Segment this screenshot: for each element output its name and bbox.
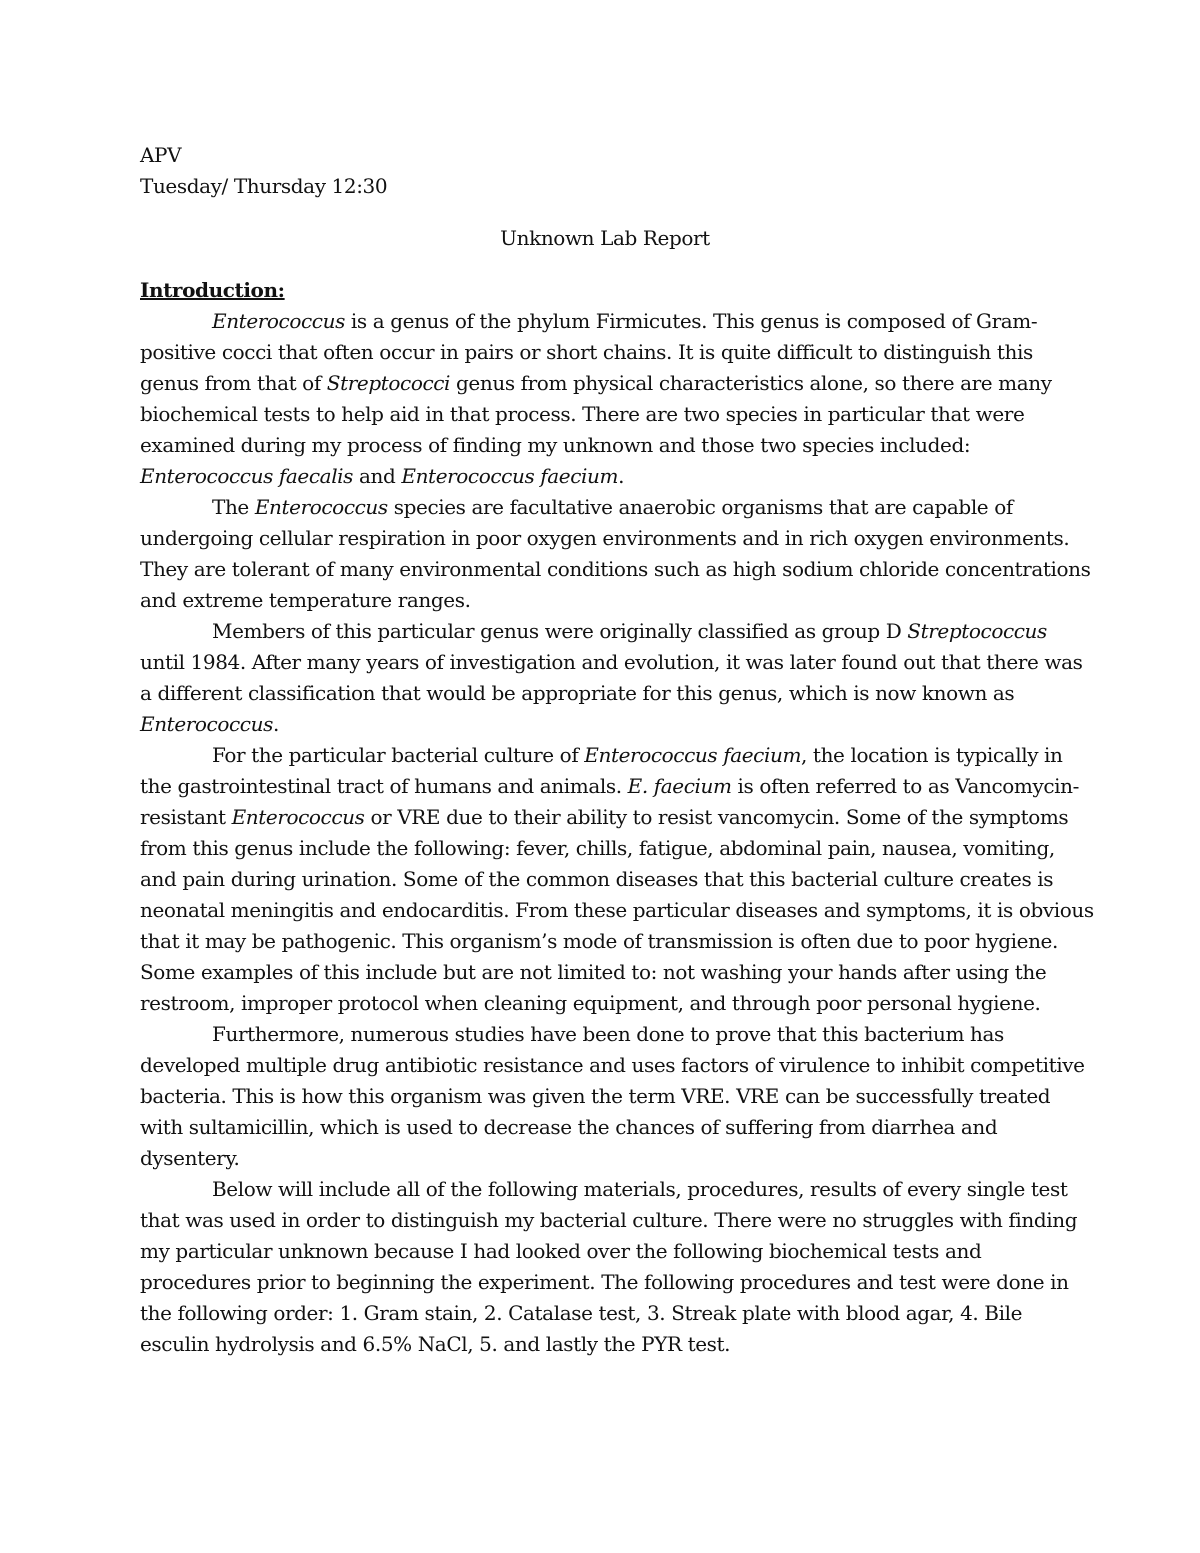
text-run: . xyxy=(618,464,625,488)
text-line xyxy=(140,895,1094,926)
italic-term: Enterococcus xyxy=(212,309,345,333)
italic-term: Streptococci xyxy=(326,371,451,395)
text-run: and extreme temperature ranges. xyxy=(140,588,471,612)
text-line xyxy=(140,1143,1070,1174)
text-line xyxy=(140,988,1070,1019)
text-run: Furthermore, numerous studies have been done to prove that this bacterium has xyxy=(212,1022,1004,1046)
text-run: resistant xyxy=(140,805,232,829)
text-run: biochemical tests to help aid in that process. There are two species in particular that were xyxy=(140,402,1025,426)
text-line xyxy=(140,1298,1070,1329)
text-line xyxy=(140,740,1070,771)
text-line xyxy=(140,1329,1070,1360)
italic-term: Enterococcus xyxy=(254,495,388,519)
italic-term: Enterococcus xyxy=(231,805,365,829)
text-run: species are facultative anaerobic organisms that are capable of xyxy=(387,495,1013,519)
text-run: positive cocci that often occur in pairs or short chains. It is quite difficult to distinguish this xyxy=(140,340,1033,364)
text-run: is a genus of the phylum Firmicutes. This genus is composed of Gram- xyxy=(344,309,1038,333)
text-run: For the particular bacterial culture of xyxy=(212,743,585,767)
text-run: Below will include all of the following materials, procedures, results of every single test xyxy=(212,1177,1068,1201)
text-line xyxy=(140,1081,1070,1112)
text-line xyxy=(140,1050,1085,1081)
text-run: my particular unknown because I had looked over the following biochemical tests and xyxy=(140,1239,982,1263)
text-run: Members of this particular genus were originally classified as group D xyxy=(212,619,908,643)
text-run: They are tolerant of many environmental conditions such as high sodium chloride concentrations xyxy=(140,557,1091,581)
text-run: that was used in order to distinguish my bacterial culture. There were no struggles with finding xyxy=(140,1208,1078,1232)
text-run: the following order: 1. Gram stain, 2. Catalase test, 3. Streak plate with blood agar, 4. Bile xyxy=(140,1301,1023,1325)
report-title: Unknown Lab Report xyxy=(500,226,710,250)
text-line xyxy=(140,306,1070,337)
italic-term: Enterococcus faecium xyxy=(584,743,802,767)
text-line xyxy=(140,1236,1070,1267)
document-page xyxy=(140,140,1094,1360)
text-run: that it may be pathogenic. This organism’s mode of transmission is often due to poor hygiene. xyxy=(140,929,1058,953)
text-run: a different classification that would be appropriate for this genus, which is now known as xyxy=(140,681,1015,705)
text-line xyxy=(140,678,1070,709)
text-run: bacteria. This is how this organism was given the term VRE. VRE can be successfully treated xyxy=(140,1084,1051,1108)
text-line xyxy=(140,926,1070,957)
text-line xyxy=(140,957,1070,988)
text-run: and xyxy=(353,464,402,488)
text-line xyxy=(140,1205,1078,1236)
text-run: procedures prior to beginning the experiment. The following procedures and test were done in xyxy=(140,1270,1069,1294)
text-run: neonatal meningitis and endocarditis. From these particular diseases and symptoms, it is obvious xyxy=(140,898,1094,922)
text-run: with sultamicillin, which is used to decrease the chances of suffering from diarrhea and xyxy=(140,1115,998,1139)
text-run: developed multiple drug antibiotic resistance and uses factors of virulence to inhibit competitive xyxy=(140,1053,1085,1077)
text-line xyxy=(140,1019,1070,1050)
text-line xyxy=(140,585,1070,616)
text-run: is often referred to as Vancomycin- xyxy=(731,774,1079,798)
text-run: from this genus include the following: fever, chills, fatigue, abdominal pain, nausea, vomiting, xyxy=(140,836,1055,860)
text-run: genus from that of xyxy=(140,371,327,395)
text-line xyxy=(140,430,1070,461)
introduction-heading: Introduction: xyxy=(140,278,285,302)
text-line xyxy=(140,554,1091,585)
text-line xyxy=(140,368,1070,399)
italic-term: Enterococcus xyxy=(140,712,273,736)
class-schedule: Tuesday/ Thursday 12:30 xyxy=(140,174,388,198)
text-line xyxy=(140,492,1070,523)
text-run: examined during my process of finding my unknown and those two species included: xyxy=(140,433,971,457)
text-run: genus from physical characteristics alone, so there are many xyxy=(450,371,1052,395)
text-run: dysentery. xyxy=(140,1146,240,1170)
text-line xyxy=(140,771,1079,802)
italic-term: Enterococcus faecalis xyxy=(140,464,354,488)
text-line xyxy=(140,709,1070,740)
text-line xyxy=(140,399,1070,430)
text-line xyxy=(140,864,1070,895)
text-line xyxy=(140,1174,1070,1205)
text-run: , the location is typically in xyxy=(801,743,1063,767)
text-line xyxy=(140,337,1070,368)
italic-term: E. faecium xyxy=(627,774,732,798)
introduction-body xyxy=(140,306,1094,1360)
text-run: The xyxy=(212,495,255,519)
text-run: . xyxy=(272,712,279,736)
text-line xyxy=(140,523,1070,554)
text-run: restroom, improper protocol when cleaning equipment, and through poor personal hygiene. xyxy=(140,991,1041,1015)
text-run: until 1984. After many years of investigation and evolution, it was later found out that there was xyxy=(140,650,1083,674)
author-initials: APV xyxy=(140,143,182,167)
text-line xyxy=(140,833,1070,864)
text-line xyxy=(140,647,1083,678)
text-line xyxy=(140,802,1070,833)
text-run: or VRE due to their ability to resist vancomycin. Some of the symptoms xyxy=(364,805,1069,829)
text-line xyxy=(140,1112,1070,1143)
italic-term: Enterococcus faecium xyxy=(401,464,619,488)
text-run: esculin hydrolysis and 6.5% NaCl, 5. and lastly the PYR test. xyxy=(140,1332,731,1356)
text-run: Some examples of this include but are not limited to: not washing your hands after using the xyxy=(140,960,1047,984)
text-line xyxy=(140,461,1070,492)
text-run: the gastrointestinal tract of humans and animals. xyxy=(140,774,628,798)
text-run: undergoing cellular respiration in poor oxygen environments and in rich oxygen environments. xyxy=(140,526,1070,550)
italic-term: Streptococcus xyxy=(907,619,1047,643)
text-line xyxy=(140,616,1070,647)
text-line xyxy=(140,1267,1070,1298)
text-run: and pain during urination. Some of the common diseases that this bacterial culture creates is xyxy=(140,867,1054,891)
